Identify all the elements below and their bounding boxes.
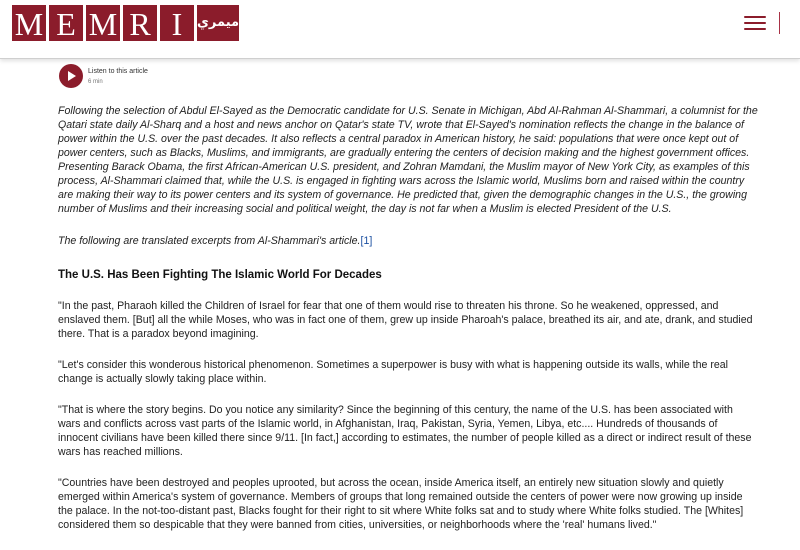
logo-arabic: ميمري (197, 5, 239, 41)
article-paragraph: "Let's consider this wonderous historical phenomenon. Sometimes a superpower is busy with what is happening outside its walls, while the real change is actually slowly taking place within. (58, 359, 729, 385)
article-intro: Following the selection of Abdul El-Sayed as the Democratic candidate for U.S. Senate in Michigan, Abd Al-Rahman Al-Shammari, a columnist for the Qatari state daily Al-Sharq and a host and news anchor on Qatar's state TV, wrote that El-Sayed's nomination reflects the change in the balance of power within the U.S. over the past decades. It also reflects a central paradox in American history, he said: populations that were once kept out of power centers, such as Blacks, Muslims, and immigrants, are gradually entering the centers of decision making and the highest government offices. Presenting Barack Obama, the first African-American U.S. president, and Zohran Mamdani, the Muslim mayor of New York City, as examples of this process, Al-Shammari claimed that, while the U.S. is engaged in fighting wars across the Islamic world, Muslims born and raised within the country are making their way to its power centers and its system of governance. He predicted that, given the demographic changes in the U.S., the growing number of Muslims and their increasing social and political weight, the day is not far when a Muslim is elected President of the U.S. (58, 105, 758, 215)
footnote-link[interactable]: [1] (360, 235, 373, 247)
translated-note (58, 234, 758, 248)
logo-letter-m2: M (86, 5, 120, 41)
audio-player (59, 64, 148, 88)
logo-letter-r: R (123, 5, 157, 41)
memri-logo[interactable] (12, 5, 239, 41)
logo-letter-e: E (49, 5, 83, 41)
logo-letter-i: I (160, 5, 194, 41)
hamburger-icon[interactable] (744, 16, 766, 32)
listen-duration: 6 min (88, 79, 103, 85)
listen-label: Listen to this article (88, 68, 148, 75)
logo-letter-m: M (12, 5, 46, 41)
article-paragraph: "Countries have been destroyed and peoples uprooted, but across the ocean, inside America itself, an entirely new situation slowly and quietly emerged within America's system of governance. Members of groups that long remained outside the centers of power were now growing up inside the palace. In the not-too-distant past, Blacks fought for their right to sit where White folks sat and to study where White folks studied. The [Whites] considered them so despicable that they were banned from cities, universities, or neighborhoods where the 'real' humans lived." (58, 477, 744, 531)
header-divider (779, 12, 780, 34)
article-paragraph: "In the past, Pharaoh killed the Children of Israel for fear that one of them would rise to threaten his throne. So he weakened, oppressed, and enslaved them. [But] all the while Moses, who was in fact one of them, grew up inside Pharoah's palace, breathed its air, and ate, drank, and studied there. That is a paradox beyond imagining. (58, 300, 753, 340)
article-body (58, 104, 758, 532)
section-heading: The U.S. Has Been Fighting The Islamic World For Decades (58, 269, 382, 281)
article-paragraph: "That is where the story begins. Do you notice any similarity? Since the beginning of this century, the name of the U.S. has been associated with wars and conflicts across vast parts of the Islamic world, in Afghanistan, Iraq, Pakistan, Syria, Yemen, Libya, etc.... Hundreds of thousands of innocent civilians have been killed there since 9/11. [In fact,] according to estimates, the number of people killed as a direct or indirect result of these wars has reached millions. (58, 404, 752, 458)
site-header (0, 0, 800, 59)
translated-text: The following are translated excerpts from Al-Shammari's article. (58, 235, 361, 247)
play-icon[interactable] (59, 64, 83, 88)
